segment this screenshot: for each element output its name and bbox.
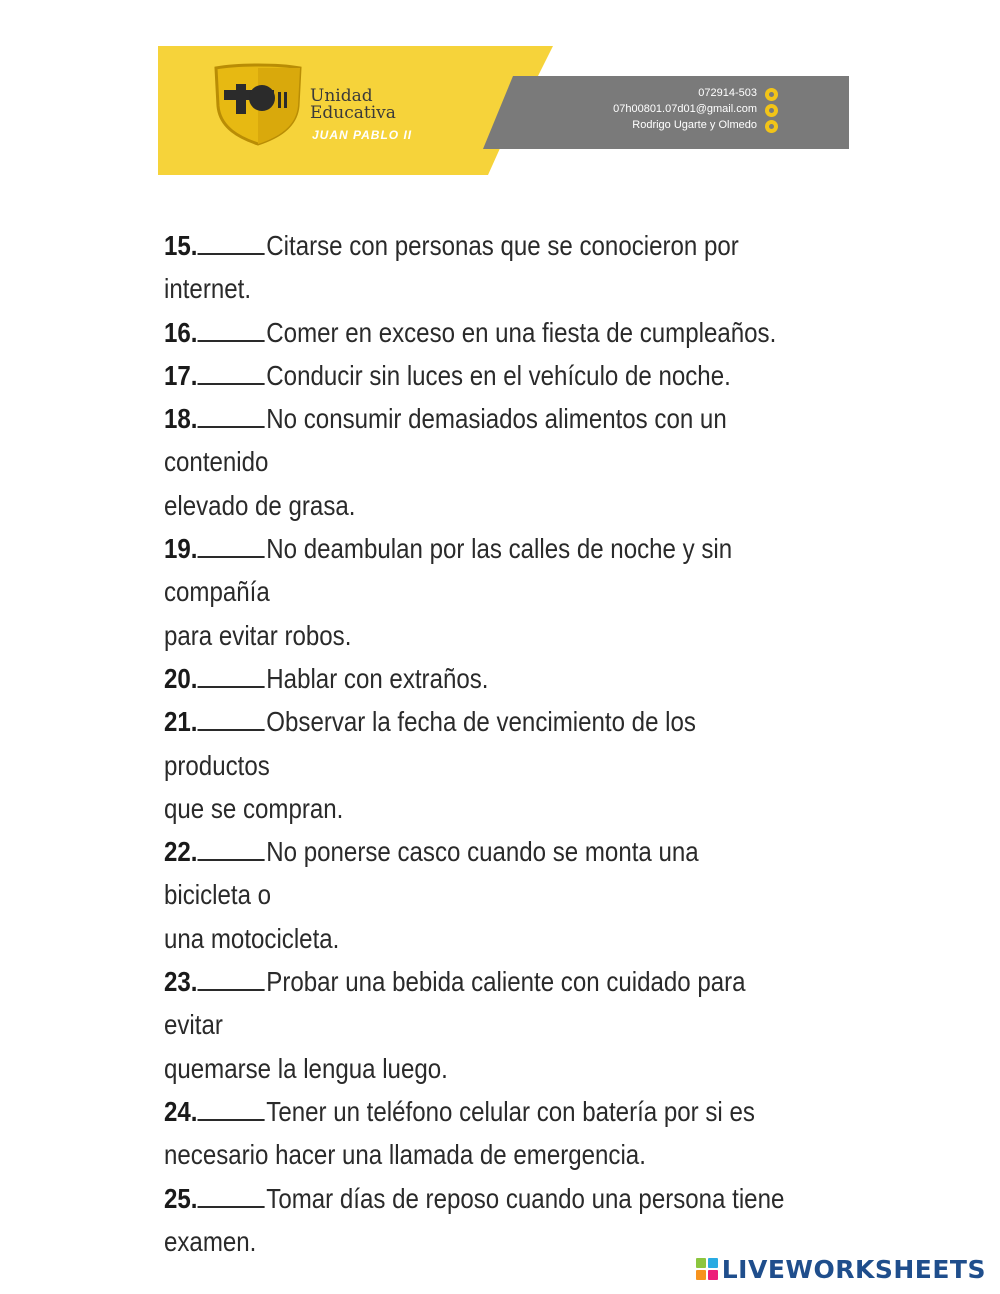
item-number: 17. <box>164 359 198 391</box>
item-number: 16. <box>164 316 198 348</box>
item-number: 22. <box>164 836 198 868</box>
school-header <box>158 46 849 175</box>
answer-blank[interactable] <box>197 534 264 558</box>
contact-address: Rodrigo Ugarte y Olmedo <box>632 119 757 131</box>
worksheet-item <box>164 657 792 700</box>
item-text: Conducir sin luces en el vehículo de noche. <box>266 359 731 391</box>
item-text-continuation: una motocicleta. <box>164 922 340 954</box>
phone-icon <box>765 88 778 101</box>
worksheet-item <box>164 960 792 1047</box>
answer-blank[interactable] <box>197 1097 264 1121</box>
answer-blank[interactable] <box>197 318 264 342</box>
item-number: 19. <box>164 533 198 565</box>
worksheet-item <box>164 700 792 787</box>
item-text: Tomar días de reposo cuando una persona tiene <box>266 1182 785 1214</box>
worksheet-item <box>164 311 792 354</box>
school-name-line1: Unidad <box>310 86 373 106</box>
item-text-continuation: para evitar robos. <box>164 619 352 651</box>
item-text-continuation: que se compran. <box>164 792 344 824</box>
worksheet-item <box>164 1090 792 1133</box>
answer-blank[interactable] <box>197 707 264 731</box>
item-number: 25. <box>164 1182 198 1214</box>
answer-blank[interactable] <box>197 361 264 385</box>
item-text: Observar la fecha de vencimiento de los productos <box>164 706 696 781</box>
item-text: No deambulan por las calles de noche y sin compañía <box>164 533 733 608</box>
brand-name: LIVEWORKSHEETS <box>721 1254 986 1284</box>
answer-blank[interactable] <box>197 231 264 255</box>
contact-email: 07h00801.07d01@gmail.com <box>613 103 757 115</box>
worksheet-item <box>164 527 792 614</box>
item-number: 15. <box>164 230 198 261</box>
item-text: No ponerse casco cuando se monta una bicicleta o <box>164 836 699 911</box>
item-number: 24. <box>164 1095 198 1127</box>
answer-blank[interactable] <box>197 837 264 861</box>
item-text: Probar una bebida caliente con cuidado para evitar <box>164 966 746 1041</box>
worksheet-item <box>164 354 792 397</box>
worksheet-item <box>164 1177 792 1220</box>
item-text: Tener un teléfono celular con batería por si es <box>266 1095 755 1127</box>
worksheet-item <box>164 830 792 917</box>
location-icon <box>765 120 778 133</box>
liveworksheets-logo-icon <box>696 1258 718 1280</box>
item-text-continuation: quemarse la lengua luego. <box>164 1052 448 1084</box>
answer-blank[interactable] <box>197 404 264 428</box>
mail-icon <box>765 104 778 117</box>
item-text: Citarse con personas que se conocieron por internet. <box>164 230 739 305</box>
item-number: 23. <box>164 966 198 998</box>
item-number: 21. <box>164 706 198 738</box>
worksheet-item <box>164 397 792 484</box>
item-number: 18. <box>164 403 198 435</box>
school-subtitle: JUAN PABLO II <box>312 128 413 142</box>
item-number: 20. <box>164 662 198 694</box>
worksheet-item <box>164 224 792 311</box>
answer-blank[interactable] <box>197 967 264 991</box>
contact-phone: 072914-503 <box>698 87 757 99</box>
item-text-continuation: examen. <box>164 1225 257 1257</box>
item-text: Hablar con extraños. <box>266 662 489 694</box>
item-text-continuation: necesario hacer una llamada de emergencia. <box>164 1139 646 1171</box>
school-name-line2: Educativa <box>310 103 396 123</box>
worksheet-items <box>164 224 792 1263</box>
school-name <box>310 88 396 122</box>
item-text: Comer en exceso en una fiesta de cumpleaños. <box>266 316 777 348</box>
item-text-continuation: elevado de grasa. <box>164 489 356 521</box>
answer-blank[interactable] <box>197 664 264 688</box>
item-text: No consumir demasiados alimentos con un contenido <box>164 403 727 478</box>
liveworksheets-brand <box>696 1256 986 1282</box>
answer-blank[interactable] <box>197 1184 264 1208</box>
